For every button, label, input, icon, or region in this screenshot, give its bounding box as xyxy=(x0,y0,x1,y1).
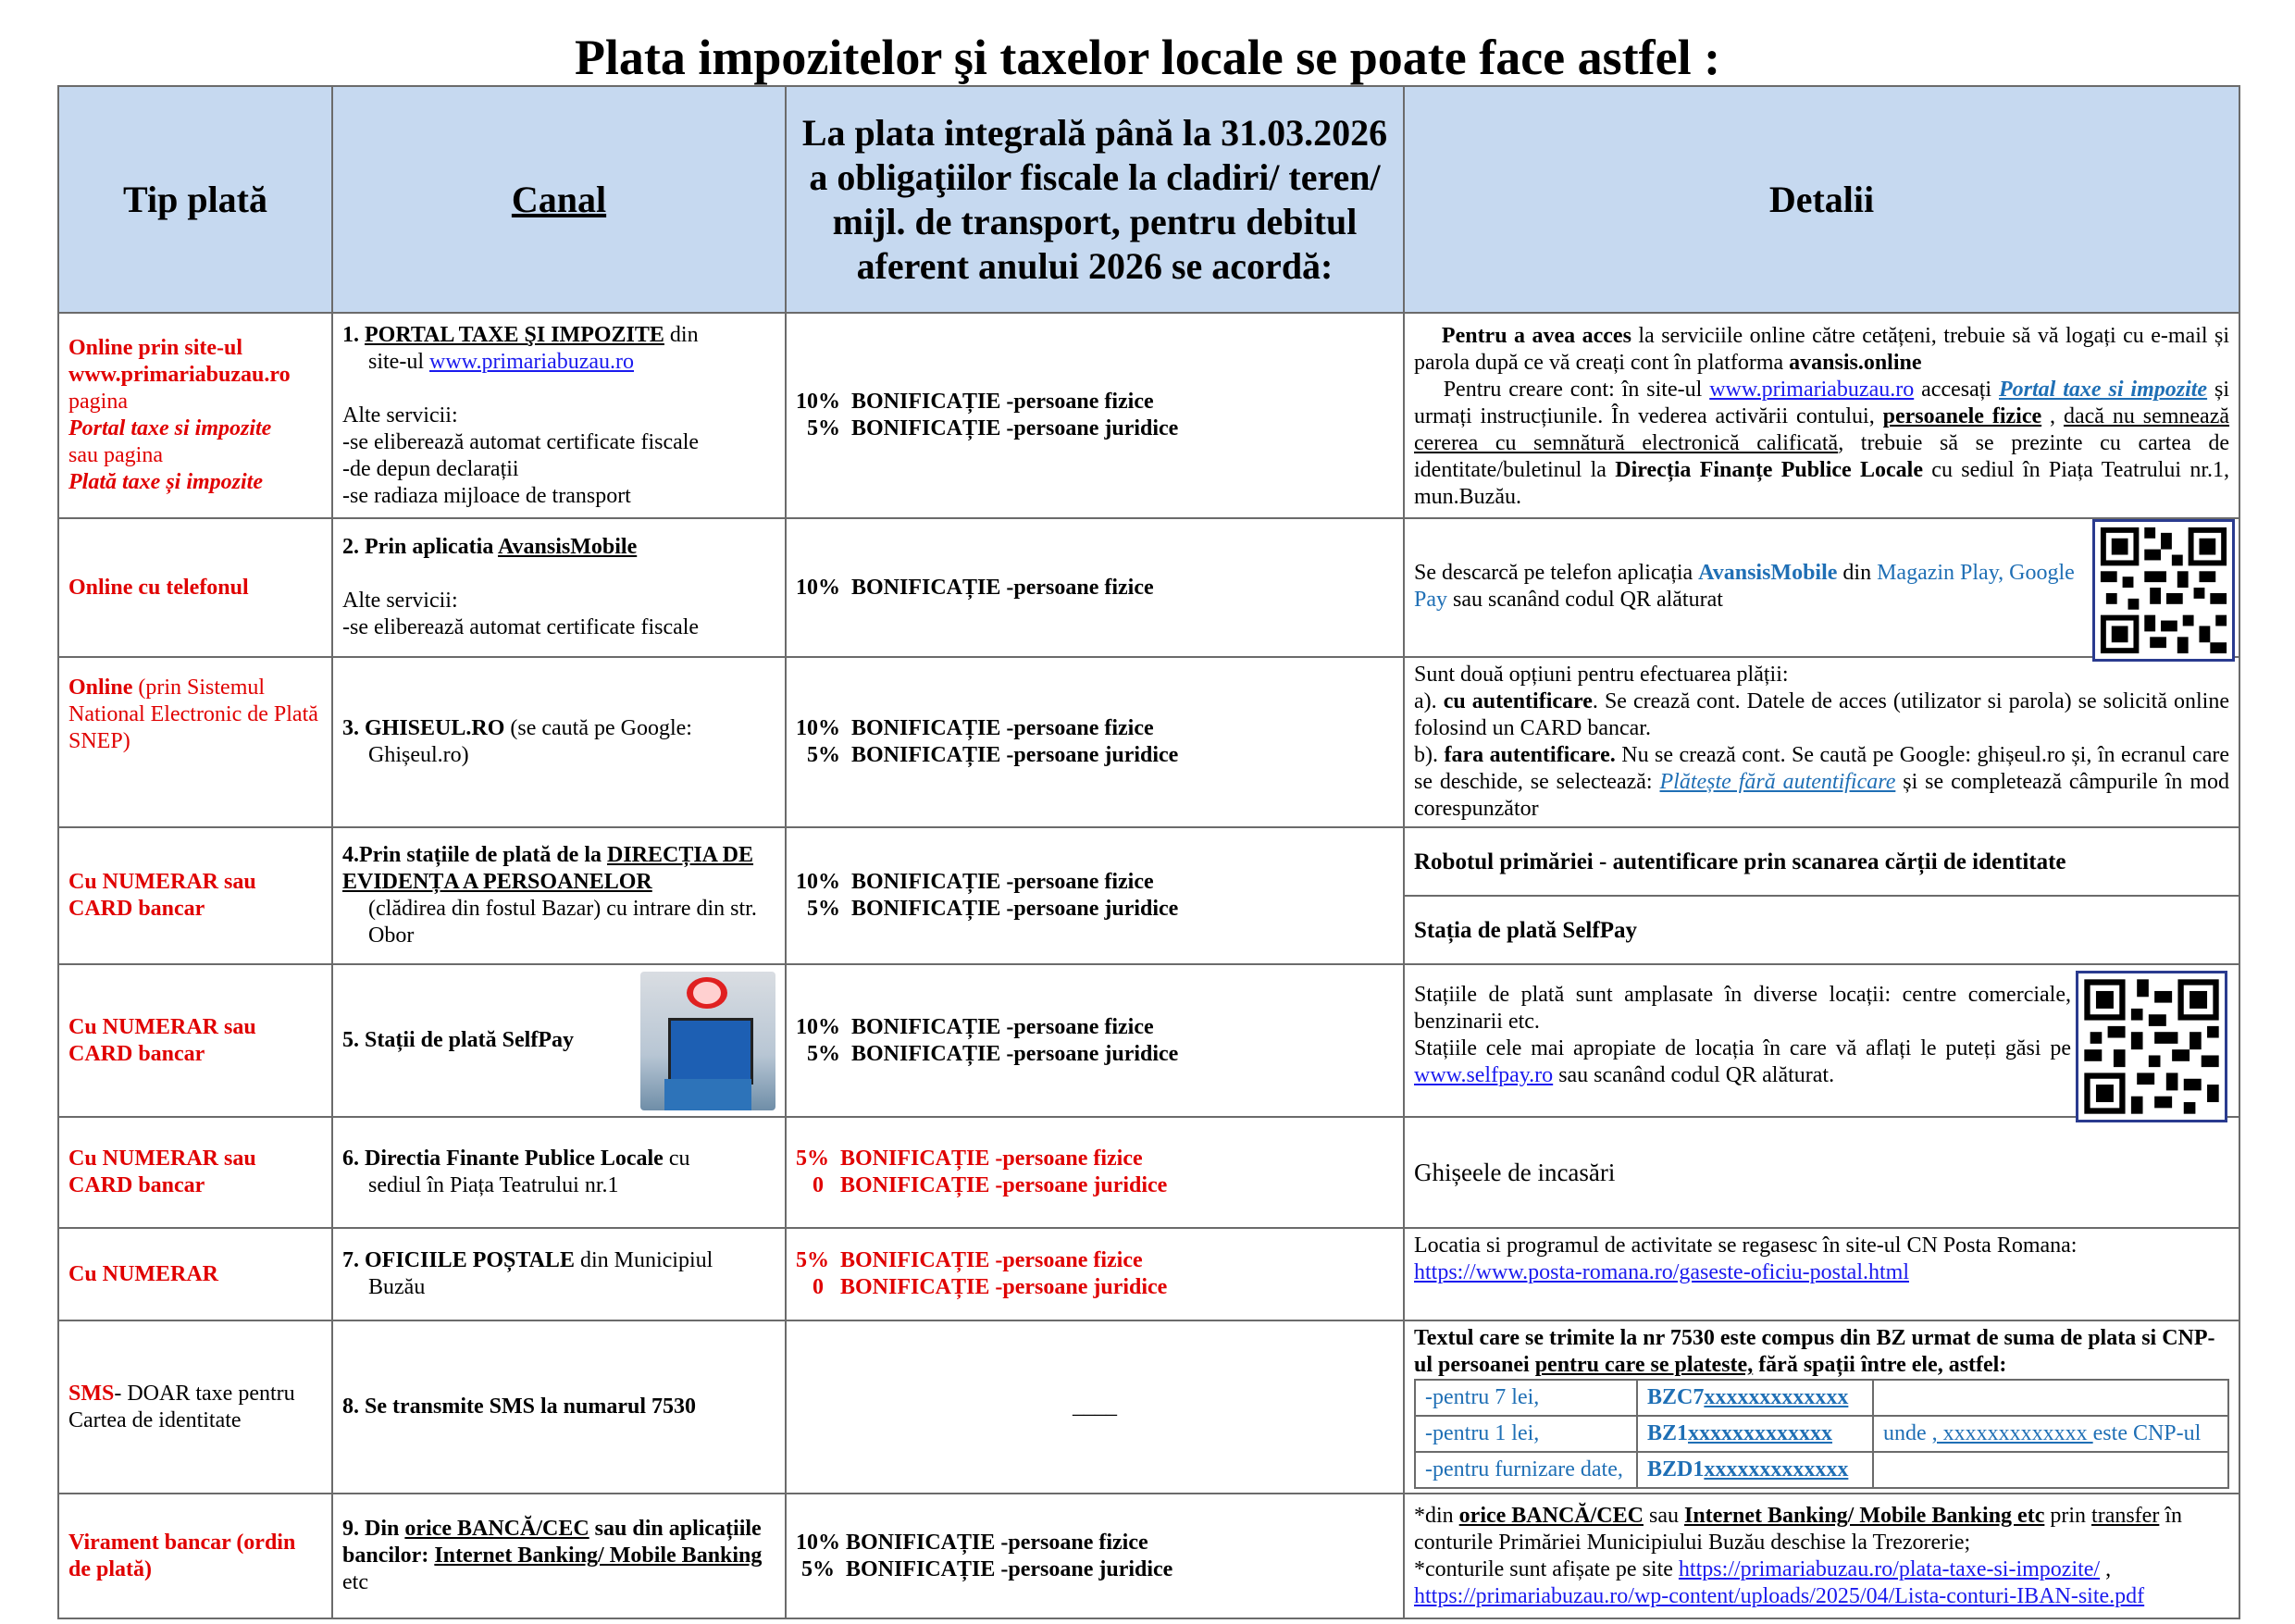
header-row xyxy=(58,86,2239,313)
detalii-cell xyxy=(1404,1228,2239,1320)
table-row xyxy=(58,1117,2239,1228)
canal-cell xyxy=(332,1228,786,1320)
primariabuzau-link[interactable]: www.primariabuzau.ro xyxy=(1709,377,1915,402)
bonus-text: 5% BONIFICAȚIE -persoane juridice xyxy=(796,1041,1179,1066)
canal-title: sau din aplicațiile bancilor: xyxy=(342,1517,762,1568)
bonus-text: 0 BONIFICAȚIE -persoane juridice xyxy=(796,1275,1168,1299)
detalii-text: b). xyxy=(1414,743,1445,767)
ghisee-label: Ghișeele de incasări xyxy=(1414,1158,1616,1186)
detalii-text: Locatia si programul de activitate se regasesc în site-ul CN Posta Romana: xyxy=(1414,1233,2078,1258)
sms-label: -pentru furnizare date, xyxy=(1415,1452,1637,1488)
detalii-text: Stațiile de plată sunt amplasate în diverse locații: centre comerciale, benzinarii etc. xyxy=(1414,983,2071,1034)
bonus-cell xyxy=(786,1228,1404,1320)
bonus-cell xyxy=(786,518,1404,657)
tip-cell xyxy=(58,1494,332,1618)
detalii-text: . Se crează cont. Datele de acces (utilizator si parola) se solicită online folosind un CARD bancar. xyxy=(1414,689,2229,740)
table-row xyxy=(58,518,2239,657)
bonus-text: 5% BONIFICAȚIE -persoane juridice xyxy=(796,743,1179,767)
tip-label: (prin Sistemul National Electronic de Plată SNEP) xyxy=(68,676,318,753)
tip-label: Plată taxe și impozite xyxy=(68,470,263,494)
detalii-text: *conturile sunt afișate pe site xyxy=(1414,1556,1679,1581)
canal-text: etc xyxy=(342,1570,368,1594)
detalii-cell xyxy=(1404,657,2239,827)
sms-note: este CNP-ul xyxy=(2092,1421,2202,1445)
canal-text: -se eliberează automat certificate fiscale xyxy=(342,615,700,639)
detalii-text: Pentru creare cont: în site-ul xyxy=(1443,377,1710,402)
canal-cell xyxy=(332,518,786,657)
bonus-text: 5% BONIFICAȚIE -persoane fizice xyxy=(796,1147,1143,1171)
canal-title: 3. GHISEUL.RO xyxy=(342,716,505,740)
sms-note: unde xyxy=(1883,1421,1932,1445)
sms-code: BZD1 xyxy=(1647,1457,1705,1481)
tip-label: Cu NUMERAR sau CARD bancar xyxy=(68,870,256,921)
detalii-cell xyxy=(1404,518,2239,657)
canal-text: din Municipiul xyxy=(574,1248,713,1272)
detalii-text: transfer xyxy=(2091,1503,2160,1528)
sms-code: BZC7 xyxy=(1647,1385,1705,1409)
tip-cell xyxy=(58,1320,332,1494)
header-canal: Canal xyxy=(332,86,786,313)
canal-text: (se caută pe Google: xyxy=(504,716,692,740)
detalii-text: cu autentificare xyxy=(1443,689,1593,713)
canal-cell xyxy=(332,1494,786,1618)
detalii-cell xyxy=(1404,313,2239,518)
tip-label: Online prin site-ul www.primariabuzau.ro xyxy=(68,336,291,387)
sms-code: BZ1 xyxy=(1647,1421,1689,1445)
detalii-text: și se completează câmpurile în mod corespunzător xyxy=(1414,770,2229,821)
sms-label: -pentru 7 lei, xyxy=(1415,1380,1637,1416)
canal-title: orice BANCĂ/CEC xyxy=(404,1517,589,1541)
tip-label: Online cu telefonul xyxy=(68,575,249,600)
detalii-text: pentru care se plateste, xyxy=(1534,1353,1754,1377)
tip-cell xyxy=(58,657,332,827)
qr-code-icon xyxy=(2092,519,2235,662)
canal-text: -se radiaza mijloace de transport xyxy=(342,483,631,508)
bonus-text: 10% BONIFICAȚIE -persoane fizice xyxy=(796,1014,1154,1039)
canal-cell xyxy=(332,1320,786,1494)
sms-code: xxxxxxxxxxxxx xyxy=(1704,1457,1849,1481)
table-row xyxy=(58,657,2239,827)
bonus-text: 10% BONIFICAȚIE -persoane fizice xyxy=(796,716,1154,740)
bonus-cell xyxy=(786,964,1404,1117)
detalii-text: în conturile Primăriei Municipiului Buzău deschise la Trezorerie; xyxy=(1414,1503,2182,1555)
canal-title: Internet Banking/ Mobile Banking xyxy=(434,1543,763,1568)
detalii-text: din xyxy=(1837,561,1878,585)
bonus-text: 10% BONIFICAȚIE -persoane fizice xyxy=(796,870,1154,894)
table-row xyxy=(58,313,2239,518)
tip-label: pagina xyxy=(68,390,128,414)
detalii-text: Pentru a avea acces xyxy=(1441,323,1631,348)
detalii-text: Sunt două opțiuni pentru efectuarea plății: xyxy=(1414,663,1789,687)
detalii-cell xyxy=(1404,1320,2239,1494)
tip-label: - DOAR taxe pentru Cartea de identitate xyxy=(68,1381,295,1432)
canal-text: site-ul xyxy=(368,349,429,374)
tip-label: sau pagina xyxy=(68,443,163,467)
detalii-text: orice BANCĂ/CEC xyxy=(1458,1503,1644,1528)
tip-label: Online xyxy=(68,676,133,700)
detalii-text: accesați xyxy=(1914,377,1999,402)
header-tip: Tip plată xyxy=(58,86,332,313)
portal-link[interactable]: Portal taxe si impozite xyxy=(1999,377,2208,402)
detalii-cell xyxy=(1404,1117,2239,1228)
canal-text: Buzău xyxy=(368,1275,426,1299)
robot-label: Robotul primăriei - autentificare prin scanarea cărții de identitate xyxy=(1405,828,2239,897)
bonus-cell xyxy=(786,1117,1404,1228)
tip-cell xyxy=(58,518,332,657)
tip-label: Cu NUMERAR sau CARD bancar xyxy=(68,1147,256,1197)
bonus-text: 5% BONIFICAȚIE -persoane fizice xyxy=(796,1248,1143,1272)
selfpay-link[interactable]: www.selfpay.ro xyxy=(1414,1063,1554,1087)
detalii-text: Se descarcă pe telefon aplicația xyxy=(1414,561,1699,585)
detalii-text: , xyxy=(2100,1556,2112,1581)
canal-cell xyxy=(332,1117,786,1228)
canal-title: 4.Prin stațiile de plată de la xyxy=(342,843,607,867)
detalii-text: avansis.online xyxy=(1789,350,1922,375)
canal-text: Alte servicii: xyxy=(342,403,458,428)
tip-cell xyxy=(58,313,332,518)
detalii-cell xyxy=(1404,964,2239,1117)
canal-title: AvansisMobile xyxy=(498,535,638,559)
bonus-text: 10% BONIFICAȚIE -persoane fizice xyxy=(796,390,1154,414)
canal-cell xyxy=(332,313,786,518)
tip-label: Virament bancar (ordin de plată) xyxy=(68,1530,296,1581)
posta-link[interactable]: https://www.posta-romana.ro/gaseste-oficiu-postal.html xyxy=(1414,1260,1909,1284)
tip-label: SMS xyxy=(68,1381,115,1406)
table-row xyxy=(58,827,2239,964)
detalii-text: persoanele fizice xyxy=(1882,403,2042,428)
header-detalii: Detalii xyxy=(1404,86,2239,313)
canal-title: PORTAL TAXE ŞI IMPOZITE xyxy=(365,322,664,347)
canal-text: cu xyxy=(663,1147,690,1171)
bonus-text: ____ xyxy=(1073,1395,1117,1419)
tip-label: Cu NUMERAR xyxy=(68,1261,218,1286)
canal-title: 9. Din xyxy=(342,1517,405,1541)
canal-title: 2. Prin aplicatia xyxy=(342,535,498,559)
page-title: Plata impozitelor şi taxelor locale se poate face astfel : xyxy=(574,30,1721,85)
selfpay-kiosk-image xyxy=(640,972,775,1110)
detalii-cell xyxy=(1404,827,2239,964)
detalii-text: fără spații între ele, astfel: xyxy=(1753,1353,2007,1377)
canal-text: -de depun declarații xyxy=(342,456,519,481)
detalii-text: fara autentificare. xyxy=(1444,743,1616,767)
detalii-text: Magazin Play, Google Pay xyxy=(1414,561,2075,612)
bonus-cell xyxy=(786,657,1404,827)
table-row xyxy=(58,1228,2239,1320)
detalii-text: dacă nu semnează cererea cu semnătură electronică calificată xyxy=(1414,403,2230,455)
detalii-text: Nu se crează cont. Se caută pe Google: ghișeul.ro și, în ecranul care se deschide, se selectează: xyxy=(1414,743,2230,794)
detalii-cell xyxy=(1404,1494,2239,1618)
detalii-text: Direcția Finanțe Publice Locale xyxy=(1615,457,1923,482)
canal-text: din xyxy=(664,322,699,347)
canal-cell xyxy=(332,827,786,964)
detalii-text: Textul care se trimite la nr 7530 este compus din BZ urmat de suma de plata si CNP-ul persoanei xyxy=(1414,1326,2215,1377)
canal-title: DIRECȚIA DE EVIDENȚA A PERSOANELOR xyxy=(342,843,754,894)
bonus-text: 5% BONIFICAȚIE -persoane juridice xyxy=(796,416,1179,440)
canal-text: Alte servicii: xyxy=(342,589,458,613)
canal-num: 1. xyxy=(342,322,359,347)
table-row xyxy=(58,1494,2239,1618)
sms-code: xxxxxxxxxxxxx xyxy=(1688,1421,1833,1445)
tip-cell xyxy=(58,827,332,964)
tip-cell xyxy=(58,964,332,1117)
bonus-text: 10% BONIFICAȚIE -persoane fizice xyxy=(796,1530,1148,1555)
detalii-text: AvansisMobile xyxy=(1698,561,1838,585)
sms-code: xxxxxxxxxxxxx xyxy=(1704,1385,1849,1409)
table-row xyxy=(58,964,2239,1117)
bonus-text: 10% BONIFICAȚIE -persoane fizice xyxy=(796,575,1154,600)
bonus-cell xyxy=(786,827,1404,964)
detalii-text: , trebuie să se prezinte cu cartea de identitate/buletinul la xyxy=(1414,430,2229,482)
table-row xyxy=(58,1320,2239,1494)
detalii-text: Stațiile cele mai apropiate de locația în care vă aflați le puteți găsi pe xyxy=(1414,1036,2071,1060)
sms-table xyxy=(1414,1379,2229,1489)
primariabuzau-link[interactable]: www.primariabuzau.ro xyxy=(429,349,635,374)
detalii-text: *din xyxy=(1414,1503,1459,1528)
detalii-text: prin xyxy=(2044,1503,2092,1528)
qr-code-icon xyxy=(2076,971,2227,1122)
payment-table xyxy=(57,85,2240,1619)
canal-title: 8. Se transmite SMS la numarul 7530 xyxy=(342,1395,697,1419)
canal-cell xyxy=(332,657,786,827)
iban-list-link[interactable]: https://primariabuzau.ro/wp-content/uploads/2025/04/Lista-conturi-IBAN-site.pdf xyxy=(1414,1583,2145,1608)
canal-title: 6. Directia Finante Publice Locale xyxy=(342,1147,664,1171)
canal-title: 5. Stații de plată SelfPay xyxy=(342,1028,574,1052)
tip-cell xyxy=(58,1228,332,1320)
detalii-text: sau scanând codul QR alăturat xyxy=(1447,588,1723,612)
detalii-text: cu sediul în Piața Teatrului nr.1, mun.Buzău. xyxy=(1414,457,2230,509)
detalii-text: și urmați instrucțiunile. În vederea activării contului, xyxy=(1414,377,2230,428)
plateste-link[interactable]: Plătește fără autentificare xyxy=(1659,770,1896,794)
canal-text: Ghișeul.ro) xyxy=(368,743,469,767)
canal-text: (clădirea din fostul Bazar) cu intrare din str. Obor xyxy=(368,897,757,948)
tip-cell xyxy=(58,1117,332,1228)
canal-title: 7. OFICIILE POȘTALE xyxy=(342,1248,575,1272)
header-bonus: La plata integrală până la 31.03.2026 a obligaţiilor fiscale la cladiri/ teren/ mijl. de transport, pentru debitul aferent anului 2026 se acordă: xyxy=(786,86,1404,313)
sms-label: -pentru 1 lei, xyxy=(1415,1416,1637,1452)
canal-cell xyxy=(332,964,786,1117)
detalii-text: sau scanând codul QR alăturat. xyxy=(1553,1063,1835,1087)
canal-text: -se eliberează automat certificate fiscale xyxy=(342,429,700,454)
selfpay-label: Stația de plată SelfPay xyxy=(1414,917,1637,943)
tip-label: Portal taxe si impozite xyxy=(68,416,272,440)
detalii-text: , xyxy=(2041,403,2064,428)
sms-note: , xxxxxxxxxxxxx xyxy=(1931,1421,2093,1445)
detalii-text: a). xyxy=(1414,689,1444,713)
detalii-text: sau xyxy=(1643,1503,1684,1528)
detalii-text: Internet Banking/ Mobile Banking etc xyxy=(1683,1503,2045,1528)
bonus-cell xyxy=(786,313,1404,518)
canal-text: sediul în Piața Teatrului nr.1 xyxy=(368,1173,619,1197)
bonus-cell xyxy=(786,1320,1404,1494)
plata-taxe-link[interactable]: https://primariabuzau.ro/plata-taxe-si-impozite/ xyxy=(1678,1556,2101,1581)
bonus-text: 0 BONIFICAȚIE -persoane juridice xyxy=(796,1173,1168,1197)
bonus-text: 5% BONIFICAȚIE -persoane juridice xyxy=(796,897,1179,921)
bonus-text: 5% BONIFICAȚIE -persoane juridice xyxy=(796,1556,1173,1581)
detalii-text: la serviciile online către cetățeni, trebuie să vă logați cu e-mail și parola după ce vă creați cont în platforma xyxy=(1414,323,2230,375)
bonus-cell xyxy=(786,1494,1404,1618)
tip-label: Cu NUMERAR sau CARD bancar xyxy=(68,1014,256,1066)
